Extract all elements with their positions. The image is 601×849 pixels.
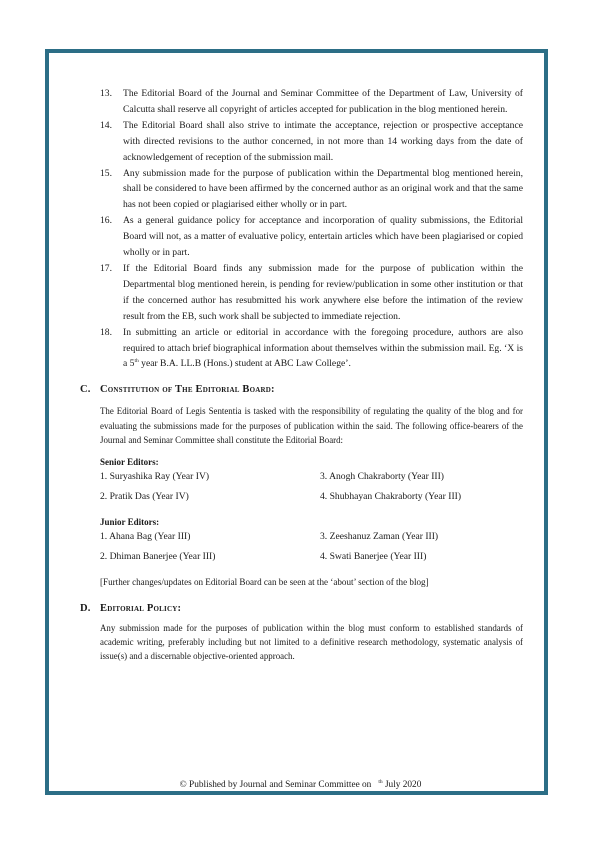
section-title: Constitution of The Editorial Board:	[100, 384, 275, 396]
rules-list	[100, 86, 523, 372]
footer-ordinal: th	[378, 778, 383, 785]
section-letter: D.	[80, 602, 91, 614]
list-item: 2. Dhiman Banerjee (Year III)	[100, 550, 216, 562]
list-item	[100, 213, 523, 261]
list-item	[100, 325, 523, 373]
senior-editors-heading: Senior Editors:	[100, 456, 159, 467]
section-c-heading	[80, 384, 523, 395]
section-letter: C.	[80, 384, 91, 396]
junior-editors-list	[100, 527, 523, 567]
footer-date: July 2020	[384, 780, 422, 790]
page-footer	[0, 780, 601, 790]
list-item: 4. Shubhayan Chakraborty (Year III)	[320, 490, 462, 502]
item-number: 14.	[100, 119, 112, 131]
senior-editors-list	[100, 467, 523, 507]
document-body	[80, 86, 523, 664]
junior-editors-heading: Junior Editors:	[100, 516, 160, 527]
section-c-paragraph: The Editorial Board of Legis Sententia is tasked with the responsibility of regulating the quality of the blog and for evaluating the submissions made for the purposes of publication within the said. The following office-bearers of the Journal and Seminar Committee shall constitute the Editorial Board:	[100, 406, 523, 445]
list-item: 3. Anogh Chakraborty (Year III)	[320, 470, 444, 482]
item-text: As a general guidance policy for acceptance and incorporation of quality submissions, the Editorial Board will not, as a matter of evaluative policy, entertain articles which have been plagiarised or copied wholly or in part.	[123, 215, 523, 259]
list-item: 1. Ahana Bag (Year III)	[100, 530, 191, 542]
item-number: 17.	[100, 262, 112, 274]
list-item	[100, 118, 523, 166]
item-number: 16.	[100, 215, 112, 227]
list-item: 1. Suryashika Ray (Year IV)	[100, 470, 210, 482]
list-item	[100, 86, 523, 118]
section-d-paragraph: Any submission made for the purposes of publication within the blog must conform to established standards of academic writing, preferably including but not limited to a definitive research methodology, systematic analysis of issue(s) and a discernable objective-oriented approach.	[100, 622, 523, 662]
item-text: In submitting an article or editorial in accordance with the foregoing procedure, authors are also required to attach brief biographical information about themselves within the submission mail. Eg. ‘X is a 5th year B.A. LL.B (Hons.) student at ABC Law College’.	[123, 326, 523, 370]
board-update-note: [Further changes/updates on Editorial Board can be seen at the ‘about’ section of the blog]	[100, 576, 429, 587]
item-number: 15.	[100, 167, 112, 179]
item-text: If the Editorial Board finds any submission made for the purpose of publication within the Departmental blog mentioned herein, is pending for review/publication in some other institution or that if the concerned author has resubmitted his work anywhere else before the intimation of the review result from the EB, such work shall be subjected to immediate rejection.	[123, 262, 523, 322]
list-item: 3. Zeeshanuz Zaman (Year III)	[320, 530, 439, 542]
item-text: The Editorial Board shall also strive to intimate the acceptance, rejection or prospective acceptance with directed revisions to the author concerned, in not more than 14 working days from the date of acknowledgement of reception of the submission mail.	[123, 119, 523, 163]
list-item: 4. Swati Banerjee (Year III)	[320, 550, 427, 562]
list-item: 2. Pratik Das (Year IV)	[100, 490, 189, 502]
item-number: 13.	[100, 88, 112, 99]
section-title: Editorial Policy:	[100, 602, 182, 614]
list-item	[100, 166, 523, 214]
list-item	[100, 261, 523, 325]
item-text: Any submission made for the purpose of publication within the Departmental blog mentioned herein, shall be considered to have been affirmed by the concerned author as an original work and that the same has not been copied or plagiarised either wholly or in part.	[123, 167, 523, 211]
footer-text: © Published by Journal and Seminar Committee on	[179, 780, 372, 790]
section-d-heading	[80, 603, 523, 614]
item-text: The Editorial Board of the Journal and Seminar Committee of the Department of Law, University of Calcutta shall reserve all copyright of articles accepted for publication in the blog mentioned herein.	[123, 88, 523, 115]
item-number: 18.	[100, 326, 112, 338]
